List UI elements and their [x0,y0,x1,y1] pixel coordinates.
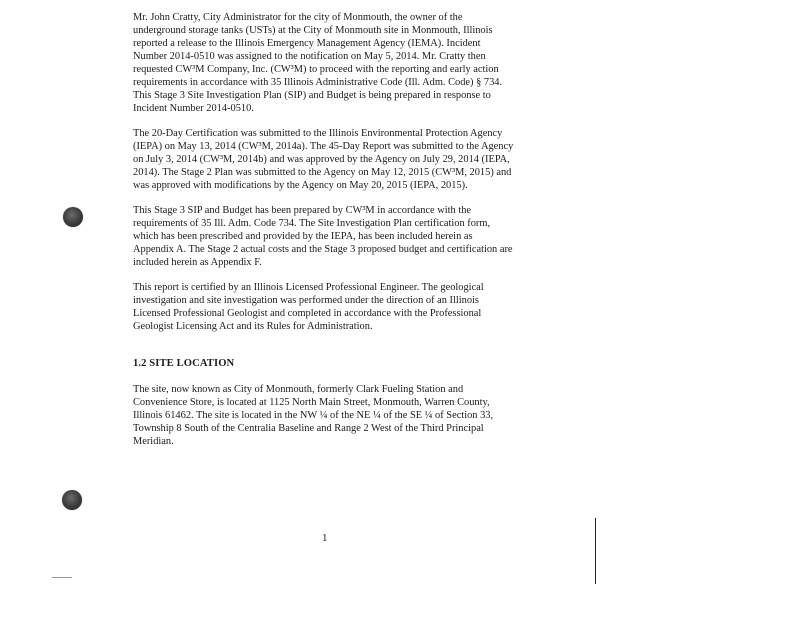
site-location-paragraph: The site, now known as City of Monmouth, formerly Clark Fueling Station and Convenience Store, is located at 1125 North Main Street, Monmouth, Warren County, Illinois 61462. The site is located in the NW ¼ of the NE ¼ of the SE ¼ of Section 33, Township 8 South of the Centralia Baseline and Range 2 West of the Third Principal Meridian. [133,384,494,447]
certification-paragraph: This report is certified by an Illinois Licensed Professional Engineer. The geological investigation and site investigation was performed under the direction of an Illinois Licensed Professional Geologist and completed in accordance with the Professional Geologist Licensing Act and its Rules for Administration. [133,282,484,332]
page-number: 1 [322,532,328,544]
document-body [133,11,515,460]
scan-edge-line [595,518,596,584]
certification-history-paragraph: The 20-Day Certification was submitted to the Illinois Environmental Protection Agency (IEPA) on May 13, 2014 (CW³M, 2014a). The 45-Day Report was submitted to the Agency on July 3, 2014 (CW³M, 2014b) and was approved by the Agency on July 29, 2014 (IEPA, 2014). The Stage 2 Plan was submitted to the Agency on May 12, 2015 (CW³M, 2015) and was approved with modifications by the Agency on May 20, 2015 (IEPA, 2015). [133,128,514,191]
punch-hole-icon [63,207,83,227]
scan-mark-line [52,577,72,578]
intro-paragraph: Mr. John Cratty, City Administrator for the city of Monmouth, the owner of the underground storage tanks (USTs) at the City of Monmouth site in Monmouth, Illinois reported a release to the Illinois Emergency Management Agency (IEMA). Incident Number 2014-0510 was assigned to the notification on May 5, 2014. Mr. Cratty then requested CW³M Company, Inc. (CW³M) to proceed with the reporting and early action requirements in accordance with 35 Illinois Administrative Code (Ill. Adm. Code) § 734. This Stage 3 Site Investigation Plan (SIP) and Budget is being prepared in response to Incident Number 2014-0510. [133,12,503,114]
sip-budget-paragraph: This Stage 3 SIP and Budget has been prepared by CW³M in accordance with the requirements of 35 Ill. Adm. Code 734. The Site Investigation Plan certification form, which has been prescribed and provided by the IEPA, has been included herein as Appendix A. The Stage 2 actual costs and the Stage 3 proposed budget and certification are included herein as Appendix F. [133,205,513,268]
punch-hole-icon [62,490,82,510]
section-heading-site-location: 1.2 SITE LOCATION [133,358,235,369]
